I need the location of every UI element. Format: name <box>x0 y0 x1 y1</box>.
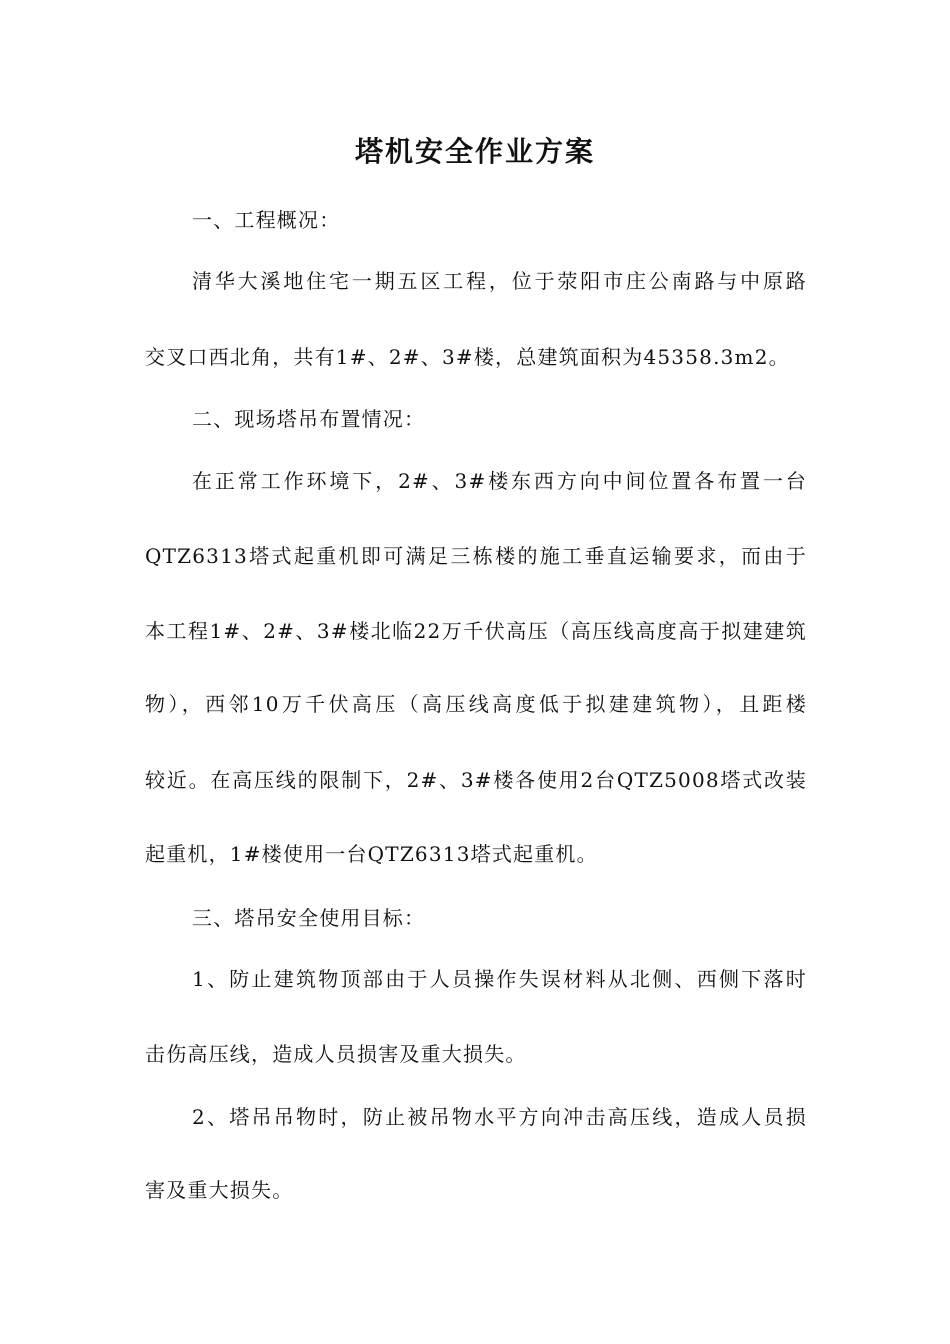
paragraph-line: 在正常工作环境下，2#、3#楼东西方向中间位置各布置一台 <box>192 469 807 493</box>
paragraph-line: 本工程1#、2#、3#楼北临22万千伏高压（高压线高度高于拟建建筑 <box>145 619 807 643</box>
paragraph-line: 物），西邻10万千伏高压（高压线高度低于拟建建筑物），且距楼 <box>145 692 807 716</box>
paragraph-line: 起重机，1#楼使用一台QTZ6313塔式起重机。 <box>145 842 598 866</box>
paragraph-line: QTZ6313塔式起重机即可满足三栋楼的施工垂直运输要求，而由于 <box>145 544 807 568</box>
list-item-line: 害及重大损失。 <box>145 1178 294 1202</box>
section-heading-overview: 一、工程概况： <box>192 208 341 232</box>
section-heading-safety-goals: 三、塔吊安全使用目标： <box>192 906 426 930</box>
paragraph-line: 较近。在高压线的限制下，2#、3#楼各使用2台QTZ5008塔式改装 <box>145 768 807 792</box>
list-item-line: 击伤高压线，造成人员损害及重大损失。 <box>145 1042 527 1066</box>
section-heading-crane-layout: 二、现场塔吊布置情况： <box>192 407 426 431</box>
list-item-line: 2、塔吊吊物时，防止被吊物水平方向冲击高压线，造成人员损 <box>192 1105 807 1129</box>
paragraph-line: 清华大溪地住宅一期五区工程，位于荥阳市庄公南路与中原路 <box>192 269 807 293</box>
list-item-line: 1、防止建筑物顶部由于人员操作失误材料从北侧、西侧下落时 <box>192 967 807 991</box>
paragraph-line: 交叉口西北角，共有1#、2#、3#楼，总建筑面积为45358.3m2。 <box>145 345 790 369</box>
document-title: 塔机安全作业方案 <box>354 135 595 168</box>
